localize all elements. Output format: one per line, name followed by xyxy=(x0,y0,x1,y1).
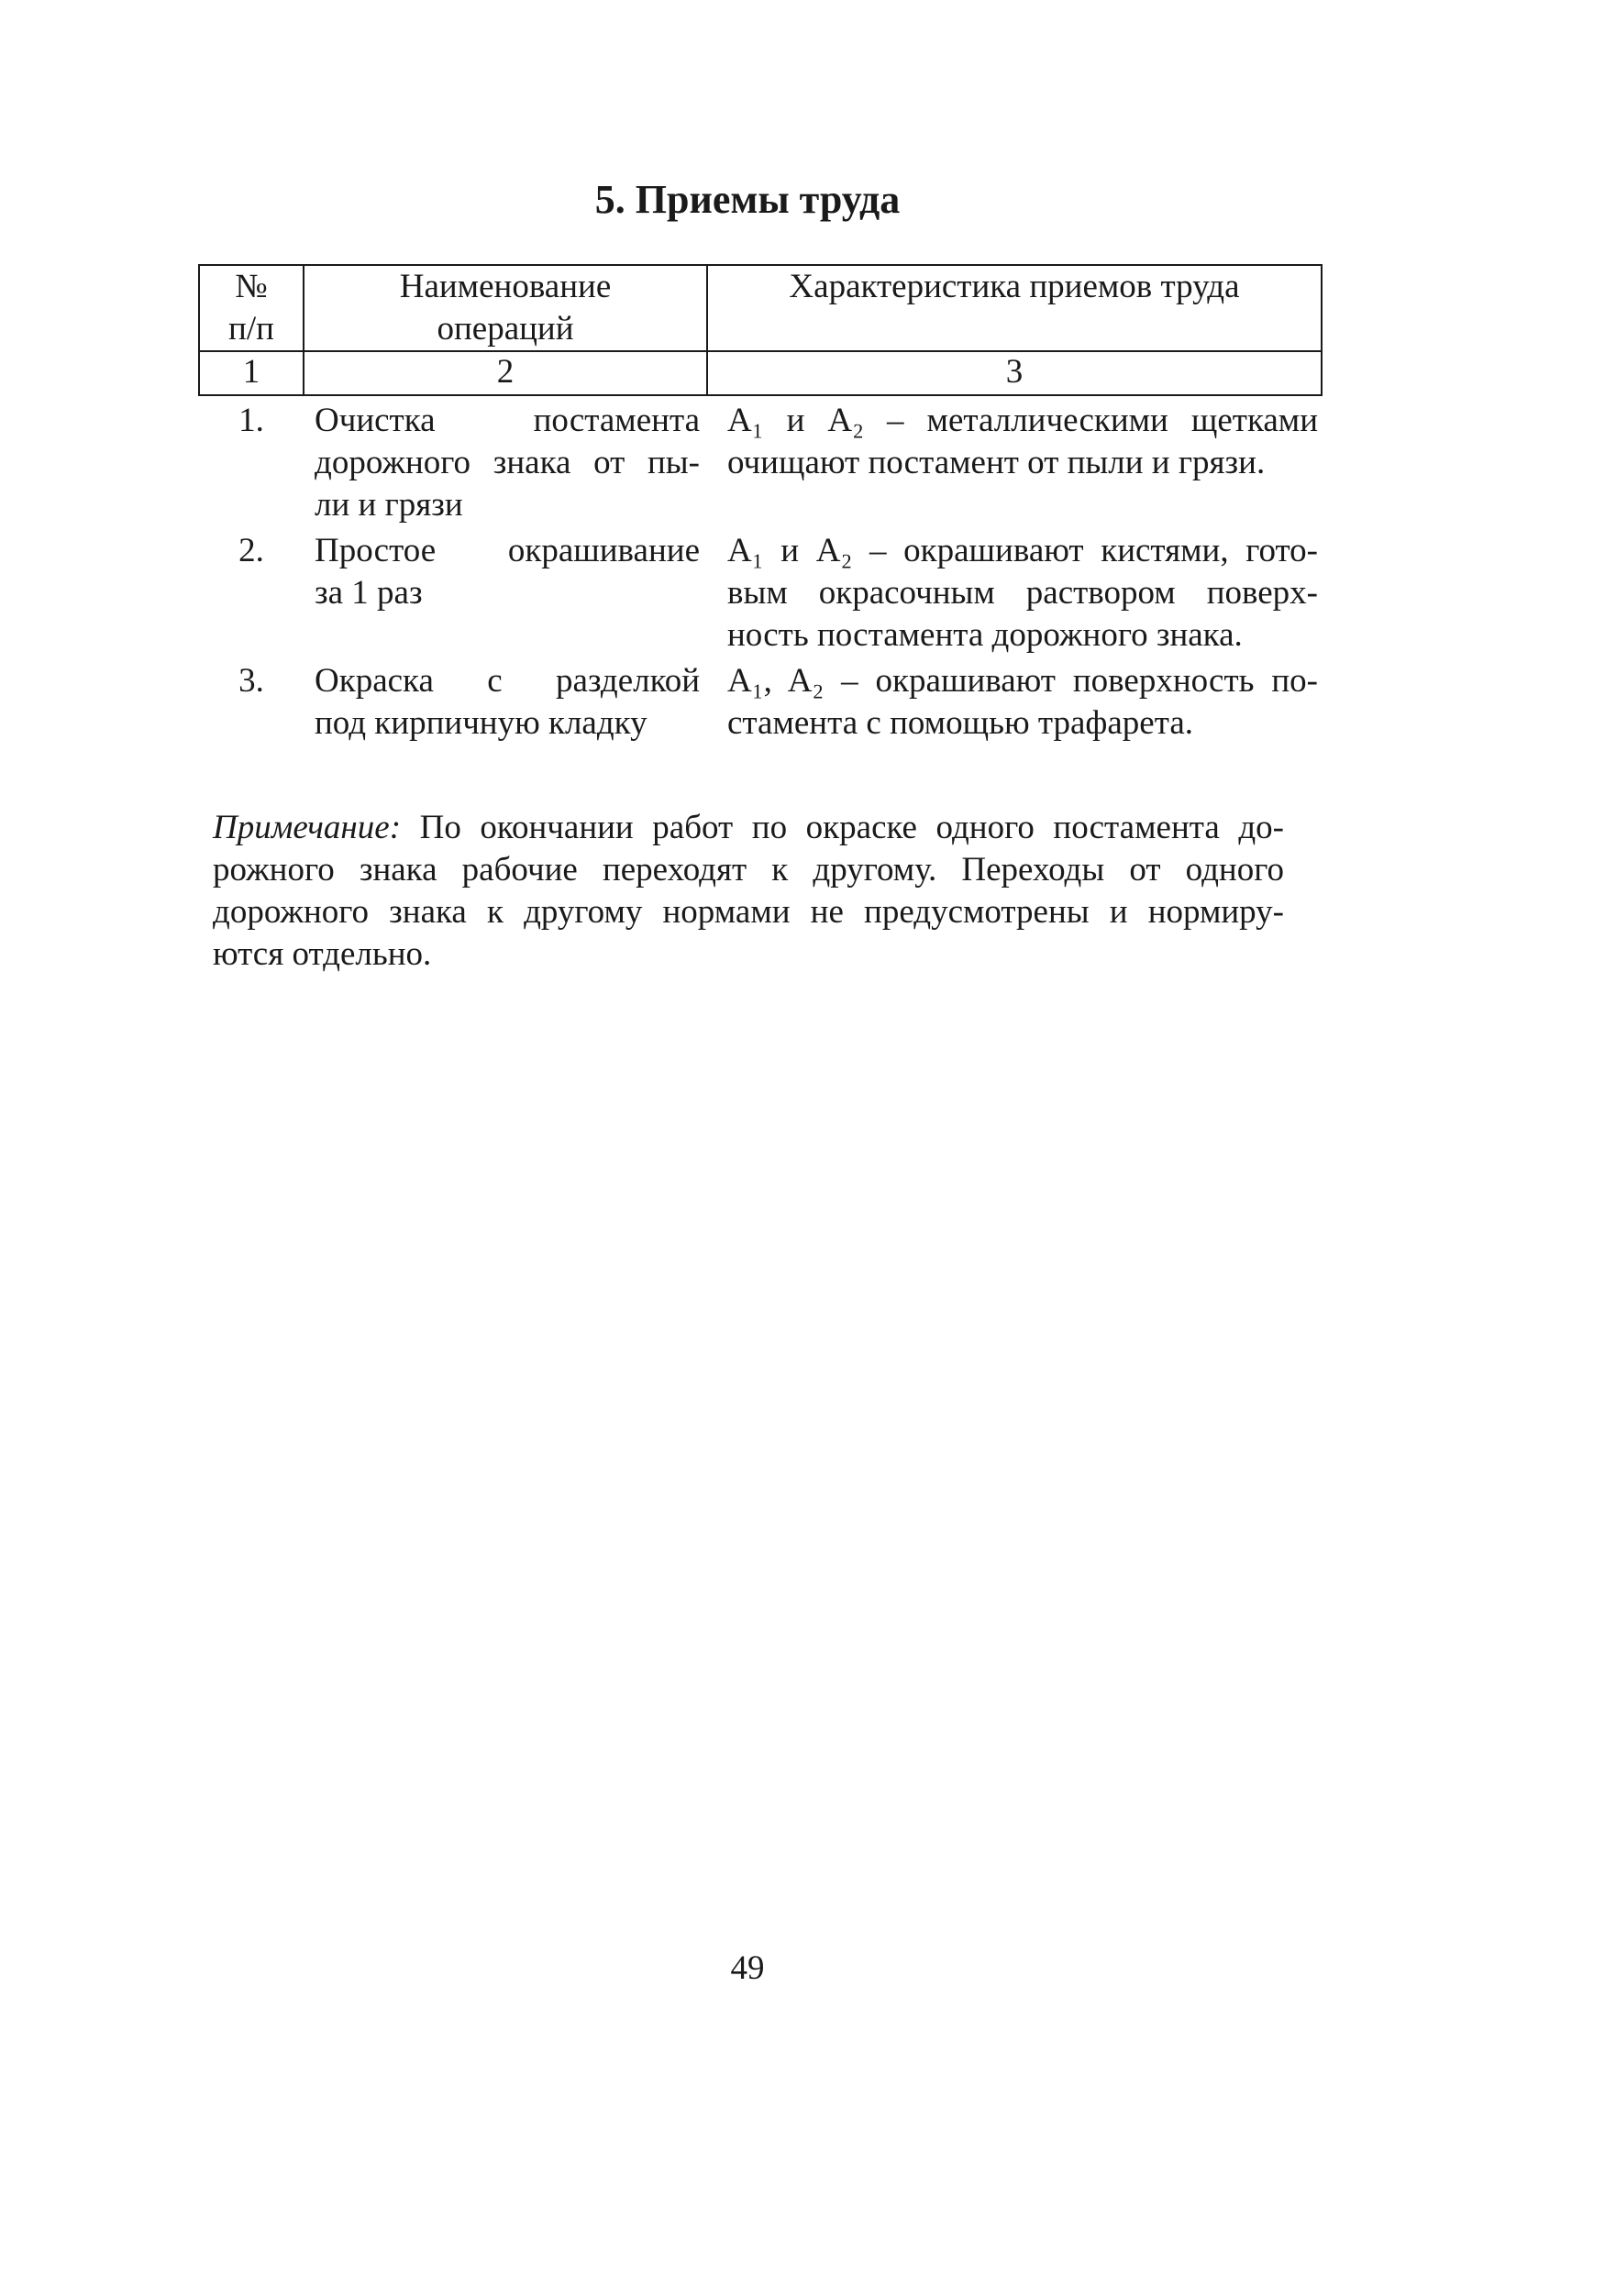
note-text: По окончании работ по окраске одного постамента до- xyxy=(419,809,1284,846)
operation-line: Очистка постамента xyxy=(315,402,700,439)
note-line: ются отдельно. xyxy=(213,935,432,973)
operation-line: дорожного знака от пы- xyxy=(315,444,700,481)
header-number-line-1: № xyxy=(235,268,268,305)
column-number-row xyxy=(199,351,1322,395)
page-number: 49 xyxy=(730,1949,765,1987)
row-operation xyxy=(304,657,707,745)
row-number: 2. xyxy=(238,532,264,569)
table-header-row xyxy=(199,265,1322,351)
description-line: A₁ и A₂ – окрашивают кистями, гото- xyxy=(727,532,1318,569)
row-number: 1. xyxy=(238,402,264,439)
column-number-3: 3 xyxy=(707,351,1322,395)
note-paragraph xyxy=(213,807,1284,976)
table-row xyxy=(199,526,1322,657)
header-number xyxy=(199,265,304,351)
row-description xyxy=(707,657,1322,745)
header-operation xyxy=(304,265,707,351)
row-number: 3. xyxy=(238,662,264,700)
header-number-line-2: п/п xyxy=(228,310,274,348)
row-operation xyxy=(304,526,707,657)
header-operation-line-1: Наименование xyxy=(399,268,612,305)
note-label: Примечание: xyxy=(213,809,402,846)
description-line: A₁ и A₂ – металлическими щетками xyxy=(727,402,1318,439)
section-title: 5. Приемы труда xyxy=(594,177,901,222)
description-line: очищают постамент от пыли и грязи. xyxy=(727,444,1266,481)
operation-line: за 1 раз xyxy=(315,574,423,612)
description-line: вым окрасочным раствором поверх- xyxy=(727,574,1318,612)
row-description xyxy=(707,395,1322,526)
header-description-line-1: Характеристика приемов труда xyxy=(789,268,1240,305)
row-description xyxy=(707,526,1322,657)
description-line: ность постамента дорожного знака. xyxy=(727,616,1243,654)
work-methods-table-container xyxy=(198,264,1321,745)
note-line xyxy=(213,807,1284,849)
note-line: дорожного знака к другому нормами не предусмотрены и нормиру- xyxy=(213,893,1284,931)
work-methods-table xyxy=(198,264,1323,745)
column-number-1: 1 xyxy=(199,351,304,395)
description-line: стамента с помощью трафарета. xyxy=(727,704,1193,742)
description-line: A₁, A₂ – окрашивают поверхность по- xyxy=(727,662,1318,700)
operation-line: под кирпичную кладку xyxy=(315,704,648,742)
header-operation-line-2: операций xyxy=(437,310,574,348)
operation-line: Простое окрашивание xyxy=(315,532,700,569)
operation-line: ли и грязи xyxy=(315,486,463,524)
operation-line: Окраска с разделкой xyxy=(315,662,700,700)
note-line: рожного знака рабочие переходят к другому. Переходы от одного xyxy=(213,851,1284,889)
table-row xyxy=(199,395,1322,526)
column-number-2: 2 xyxy=(304,351,707,395)
row-operation xyxy=(304,395,707,526)
table-row xyxy=(199,657,1322,745)
header-description xyxy=(707,265,1322,351)
